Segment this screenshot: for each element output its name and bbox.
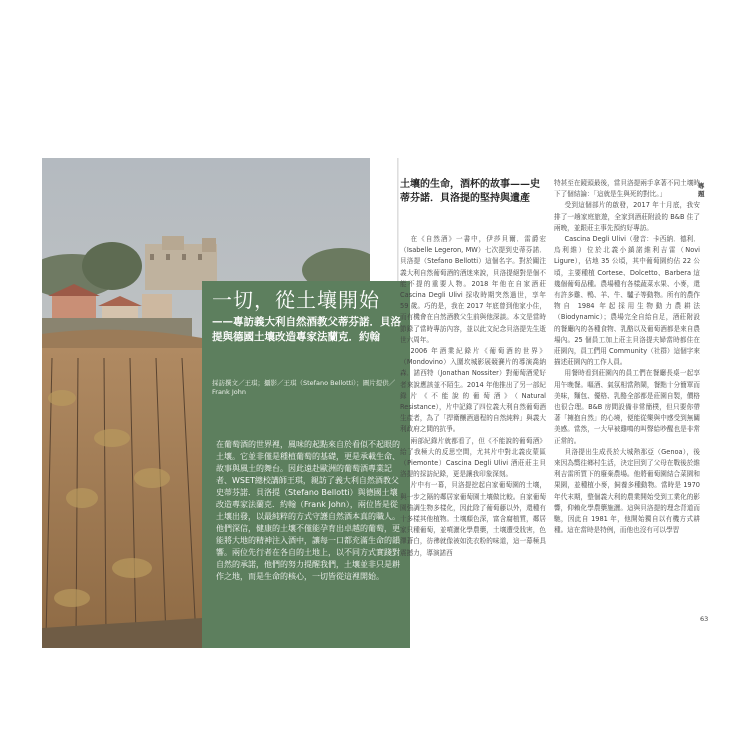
paragraph: 2006 年酒業紀錄片《葡萄酒的世界》（Mondovino）入圍坎城影展競賽片的導演喬納森．諾西特（Jonathan Nossiter）對葡萄酒愛好者來說應該並不陌生。2014 年他推出了另一部紀錄片《不能說的葡萄酒》（Natural Resistance），片中記錄了四位義大利自然葡萄酒生產者，為了「捍衛釀酒過程的自然純粹」與義大利政府之間的抗爭。 <box>400 347 546 434</box>
section-label: 專題 <box>698 182 705 198</box>
page-number: 63 <box>700 615 709 623</box>
text-column-2 <box>554 178 700 537</box>
paragraph: 用餐時看到莊園內的員工們在餐廳長桌一起享用午晚餐。嘔酒、氣氛相當熱鬧，餐點十分簡單而美味，麵包、優格、乳酪全部都是莊園自製，價格也很合理。B&B 房間設備非常簡樸，但只要你帶著「擁抱自然」的心境，便能從樂與中感受到無關美感。當然，一大早被雞鳴的叫聲給吵醒也是非常正常的。 <box>554 369 700 445</box>
byline-credit: 採訪撰文／王琪；攝影／王琪（Stefano Bellotti）；圖片提供／Frank John <box>212 379 396 396</box>
paragraph: 特甚至在鏡頭最後，當貝洛提兩手拿著不同土壤時下了個結論：「這就是生與死的對比。」 <box>554 179 700 199</box>
paragraph: 兩部紀錄片就都看了，但《不能說的葡萄酒》給了我極大的反思空間，尤其片中對北義皮蒙區（Piemonte）Cascina Degli Ulivi 酒莊莊主貝洛提的採訪紀錄，更是讓我印象深刻。 <box>400 436 546 479</box>
paragraph: 在《自然酒》一書中，伊莎貝爾．雷爵宏（Isabelle Legeron, MW）七次提到史蒂芬諾．貝洛提（Stefano Bellotti）這個名字。對於關注義大利自然葡萄酒的酒迷來說，貝洛提絕對是個不能不提的重要人物。2018 年他在自家酒莊 Cascina Degli Ulivi 採收時期突然過世，享年 59 歲。巧的是，我在 2017 年底曾到他家小住，而有機會在自然酒教父生前與他深談。本文是當時節錄了當時專訪內容，並以此文紀念貝洛提先生逝世六周年。 <box>400 235 546 344</box>
page-title: 一切，從土壤開始 <box>212 288 380 312</box>
paragraph: 片中有一幕，貝洛提挖起自家葡萄園的土壤，與一步之隔的鄰居家葡萄園土壤做比較。自家葡萄園強調生物多樣化，因此除了葡萄藤以外，還種有十多樣其他植物。土壤顏色深，富含腐植質，鄰居家只種葡萄，並噴灑化學農藥，土壤遭受戕害，色澤蒼白，彷彿就像被如洗衣粉的味道，這一幕極具震撼力，導演諾西 <box>400 481 546 557</box>
text-column-1 <box>400 234 546 559</box>
article-title: 土壤的生命，酒杯的故事——史蒂芬諾．貝洛提的堅持與遺產 <box>400 179 540 204</box>
paragraph: 受到這個部片的啟發，2017 年十月底，我安排了一趟家庭旅遊，全家到酒莊附設的 B&B 住了兩晚，並跟莊主事先預約好專訪。 <box>554 201 700 232</box>
paragraph: Cascina Degli Ulivi（發音：卡西納．德利．烏利維）位於北義小鎮諾維利吉雷（Novi Ligure），佔地 35 公頃，其中葡萄園約佔 22 公頃，主要種植 Cortese、Dolcetto、Barbera 這幾個葡萄品種。農場種有各樣蔬菜水果、小麥，還有許多雞、鴨、羊、牛、驢子等動物。所有的農作物自 1984 年起採用生物動力農耕法（Biodynamic）；農場完全自給自足，酒莊附設的餐廳內的各種食物、乳酪以及葡萄酒都是來自農場內。25 個員工加上莊主貝洛提夫婦當時都住在莊園內，員工們用 Community（社群）這個字來描述莊園內的工作人員。 <box>554 235 700 367</box>
paragraph: 貝洛提出生成長於大城熱那亞（Genoa），後來因為嚮往鄉村生活，決定回到了父母在戰後於維利吉雷所買下的廢棄農場。他將葡萄園結合菜園和果園，並種植小麥，飼養多種動物。當時是 1970 年代末期，整個義大利的農業開始受到工業化的影響，仰賴化學農藥施灑。這與貝洛提的理念背道而馳，因此自 1981 年，他開始獨自以有機方式耕種。這在當時是特例，而他也沒有可以學習 <box>554 447 700 535</box>
intro-panel <box>202 281 410 648</box>
page-subtitle: ——專訪義大利自然酒教父蒂芬諾．貝洛提與德國土壤改造專家法蘭克．約翰 <box>212 316 401 343</box>
intro-paragraph: 在葡萄酒的世界裡，風味的起點來自於看似不起眼的土壤。它並非僅是種植葡萄的基礎，更是承載生命、故事與風土的舞台。因此遠赴歐洲的葡萄酒專業記者、WSET總校講師王琪，親訪了義大利自然酒教父史蒂芬諾．貝洛提（Stefano Bellotti）與德國土壤改造專家法蘭克．約翰（Frank John），兩位皆是從土壤出發，以最純粹的方式守護自然酒本真的職人。他們深信，健康的土壤不僅能孕育出卓越的葡萄，更能將大地的精神注入酒中，讓每一口都充滿生命的韻響。兩位先行者在各自的土地上，以不同方式實踐對自然的承諾，他們的努力提醒我們，土壤並非只是耕作之地，而是生命的核心，一切皆從這裡開始。 <box>216 440 400 581</box>
